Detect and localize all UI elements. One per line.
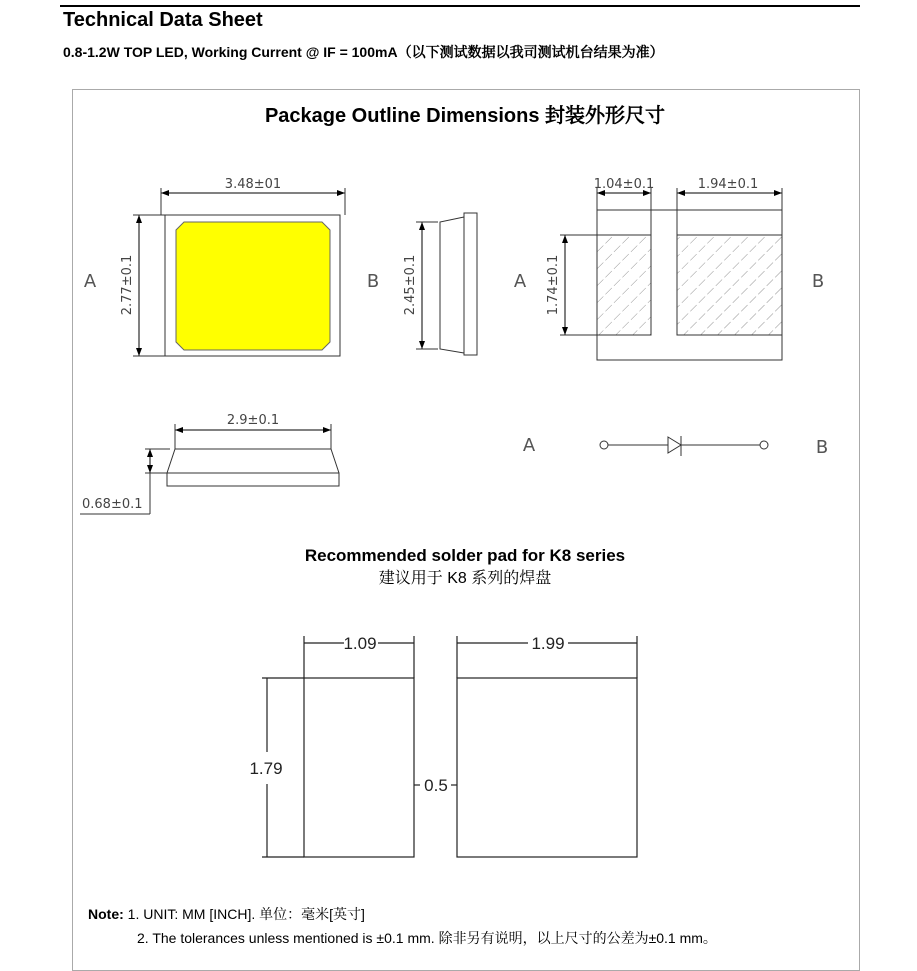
dim-solder-left-width: 1.09 <box>343 634 377 653</box>
note-line-1 <box>88 904 365 924</box>
dim-pad-height: 1.74±0.1 <box>546 254 561 316</box>
dim-pad-left: 1.04±0.1 <box>593 177 655 192</box>
dim-solder-gap: 0.5 <box>424 776 448 795</box>
dim-solder-right-width: 1.99 <box>531 634 565 653</box>
dim-bottom-width: 2.9±0.1 <box>226 413 280 428</box>
side-view <box>416 213 477 355</box>
package-title: Package Outline Dimensions 封装外形尺寸 <box>264 105 666 127</box>
label-b: B <box>366 271 380 292</box>
dim-bottom-height: 0.68±0.1 <box>82 497 143 512</box>
dim-solder-height: 1.79 <box>249 759 283 778</box>
led-emitter <box>176 222 330 350</box>
document-subtitle: 0.8-1.2W TOP LED, Working Current @ IF = 100mA（以下测试数据以我司测试机台结果为准） <box>63 44 664 60</box>
pad-view <box>560 188 782 360</box>
diode-label-b: B <box>815 437 829 458</box>
note-label: Note: <box>88 906 124 922</box>
solder-title-cn: 建议用于 K8 系列的焊盘 <box>378 570 552 587</box>
top-view <box>133 188 345 356</box>
note-text-1: 1. UNIT: MM [INCH]. 单位：毫米[英寸] <box>127 906 365 922</box>
diode-label-a: A <box>522 435 536 456</box>
dim-pad-right: 1.94±0.1 <box>697 177 759 192</box>
dim-top-height: 2.77±0.1 <box>120 254 135 316</box>
note-line-2: 2. The tolerances unless mentioned is ±0.1 mm. 除非另有说明，以上尺寸的公差为±0.1 mm。 <box>137 930 717 946</box>
document-title: Technical Data Sheet <box>63 9 263 31</box>
dim-side-height: 2.45±0.1 <box>403 254 418 316</box>
solder-title-en: Recommended solder pad for K8 series <box>304 546 626 565</box>
label-a: A <box>83 271 97 292</box>
diode-symbol-icon <box>600 436 768 456</box>
dim-top-width: 3.48±01 <box>224 177 282 192</box>
solder-pad-diagram <box>262 636 637 857</box>
pad-label-a: A <box>513 271 527 292</box>
pad-label-b: B <box>811 271 825 292</box>
